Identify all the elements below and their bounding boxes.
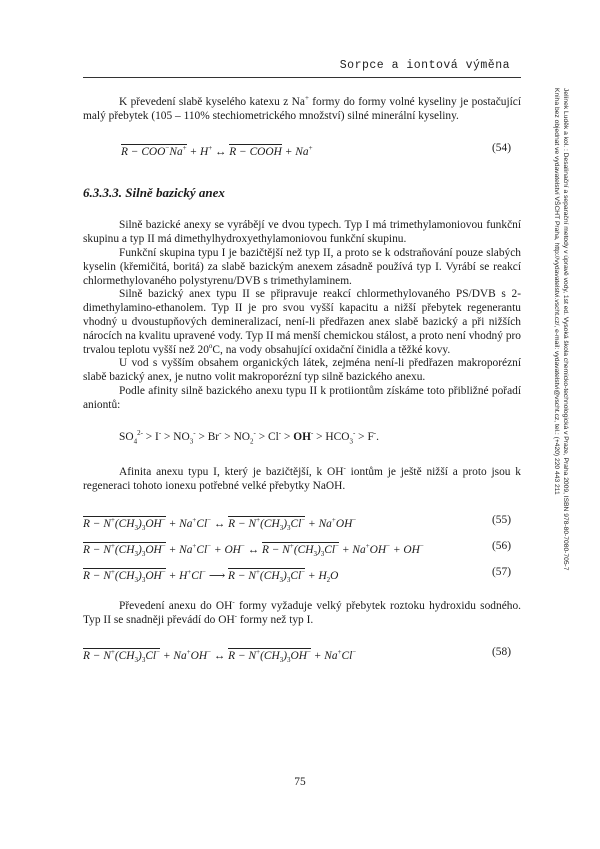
equation-56: $R - N^+(CH_3)_3OH^- + Na^+Cl^- + OH^-$ ↔ $R - N^+(CH_3)_3Cl^- + Na^+OH^- + OH^-$ (56): [83, 539, 511, 558]
paragraph-7-sup-2: -: [234, 611, 238, 620]
series-hco3-sub: 3: [349, 436, 353, 445]
side-note-line-1: Jelínek Luděk a kol. : Desalinační a separační metody v úpravě vody, 1st ed. Vysoká škola chemicko-technologická v Praze, Praha 2009, ISBN 978-80-7080-705-7: [562, 88, 569, 571]
paragraph-6-after: iontům je ještě nižší a proto jsou k regeneraci tohoto ionexu potřebné velké přebytky NaOH.: [83, 466, 521, 493]
side-note: [552, 88, 570, 571]
intro-paragraph: [83, 96, 521, 124]
paragraph-5: Podle afinity silně bazického anexu typu II k protiiontům získáme toto přibližné pořadí aniontů:: [83, 384, 521, 411]
paragraph-3-end: C, na vody obsahující oxidační činidla a těžké kovy.: [212, 343, 451, 356]
series-hco3: > HCO: [313, 430, 350, 443]
anion-affinity-series: [119, 428, 521, 445]
equation-58-number: (58): [492, 645, 511, 658]
equation-54-number: (54): [492, 141, 511, 154]
paragraph-6-sup: -: [343, 464, 346, 473]
equation-55: $R - N^+(CH_3)_3OH^- + Na^+Cl^-$ ↔ $R - N^+(CH_3)_3Cl^- + Na^+OH^-$ (55): [83, 513, 511, 532]
series-f-sup: -: [373, 428, 377, 437]
series-cl: > Cl: [255, 430, 279, 443]
series-br: > Br: [195, 430, 220, 443]
series-f: > F: [355, 430, 374, 443]
series-no3-sub: 3: [189, 436, 194, 445]
series-no3-sup: -: [193, 428, 196, 437]
intro-sup: +: [304, 94, 309, 103]
page-content: [83, 96, 521, 664]
paragraph-7-before: Převedení anexu do OH: [119, 599, 233, 612]
series-so4: SO: [119, 430, 134, 443]
series-no3: > NO: [161, 430, 190, 443]
series-br-sup: -: [219, 428, 222, 437]
series-so4-sup: 2-: [137, 428, 143, 437]
equation-56-number: (56): [492, 539, 511, 552]
series-end: .: [376, 430, 379, 443]
equation-57-number: (57): [492, 565, 511, 578]
series-no2: > NO: [221, 430, 251, 443]
equation-58: $R - N^+(CH_3)_3Cl^- + Na^+OH^-$ ↔ $R - N^+(CH_3)_3OH^- + Na^+Cl^-$ (58): [83, 645, 511, 664]
series-hco3-sup: -: [352, 428, 356, 437]
paragraph-3: [83, 288, 521, 357]
equation-57: $R - N^+(CH_3)_3OH^- + H^+Cl^-$ ⟶ $R - N^+(CH_3)_3Cl^- + H_2O$ (57): [83, 565, 511, 584]
page-number: 75: [294, 776, 306, 788]
paragraph-6-before: Afinita anexu typu I, který je bazičtější, k OH: [119, 466, 344, 479]
paragraph-1: Silně bazické anexy se vyrábějí ve dvou typech. Typ I má trimethylamoniovou funkční skupinu a typ II má dimethylhydroxyethylamoniovou funkční skupinu.: [83, 219, 521, 246]
series-gt: >: [281, 430, 294, 443]
paragraph-7-mid: formy vyžaduje velký přebytek roztoku hydroxidu sodného. Typ II se snadněji převádí do OH: [83, 599, 521, 626]
series-cl-sup: -: [278, 428, 282, 437]
paragraph-2: Funkční skupina typu I je bazičtější než typ II, a proto se k odstraňování pouze slabých kyselin (křemičitá, boritá) za slabě bazickým anexem zásadně používá typ I. Vyrábí se reakcí chlormethylovaného polystyrenu/DVB s trimethylaminem.: [83, 246, 521, 287]
series-no2-sup: -: [253, 428, 256, 437]
paragraph-7-sup: -: [232, 598, 235, 607]
section-title: 6.3.3.3. Silně bazický anex: [83, 184, 225, 200]
paragraph-6: [83, 466, 521, 494]
series-so4-sub: 4: [133, 436, 138, 445]
series-i-sup: -: [158, 428, 162, 437]
paragraph-3-text: Silně bazický anex typu II se připravuje reakcí chlormethylovaného PS/DVB s 2-dimethylamino-ethanolem. Typ II je pro svou vyšší kapacitu a nižší přebytek regenerantu vhodný u dvoustupňových demineralizací, není-li předřazen anex slabě bazický a při nižších nárocích na kvalitu upravené vody. Typ II má menší chemickou stálost, a proto není vhodný pro trvalou teplotu vyšší než 20: [83, 288, 521, 356]
paragraph-7: [83, 600, 521, 628]
equation-54: R − COO−Na+ + H+ ↔ R − COOH + Na+ (54): [121, 141, 511, 158]
paragraph-4: U vod s vyšším obsahem organických látek, zejména není-li předřazen makroporézní slabě bazický anex, je nutno volit makroporézní typ silně bazického anexu.: [83, 357, 521, 384]
series-i: > I: [142, 430, 159, 443]
degree-sup: o: [208, 341, 213, 350]
intro-text-after: formy do formy volné kyseliny je postačující malý přebytek (105 – 110% stechiometrického množství) silné minerální kyseliny.: [83, 96, 522, 122]
running-header: Sorpce a iontová výměna: [339, 59, 510, 72]
header-rule: [83, 77, 521, 78]
side-note-line-2: Kniha bez objednat ve vydavatelství VŠCHT Praha, http://vydavatelstvi.vscht.cz/, e-mail: vydavatelstvi@vscht.cz, tel.: (+420) 220 443 211: [553, 88, 560, 495]
equation-55-number: (55): [492, 513, 511, 526]
paragraph-7-after: formy než typ I.: [237, 613, 314, 626]
intro-text-before: K převedení slabě kyselého katexu z Na: [119, 96, 305, 108]
series-oh-sup: -: [310, 428, 314, 437]
series-no2-sub: 2: [250, 436, 254, 445]
series-oh: OH: [293, 430, 311, 443]
